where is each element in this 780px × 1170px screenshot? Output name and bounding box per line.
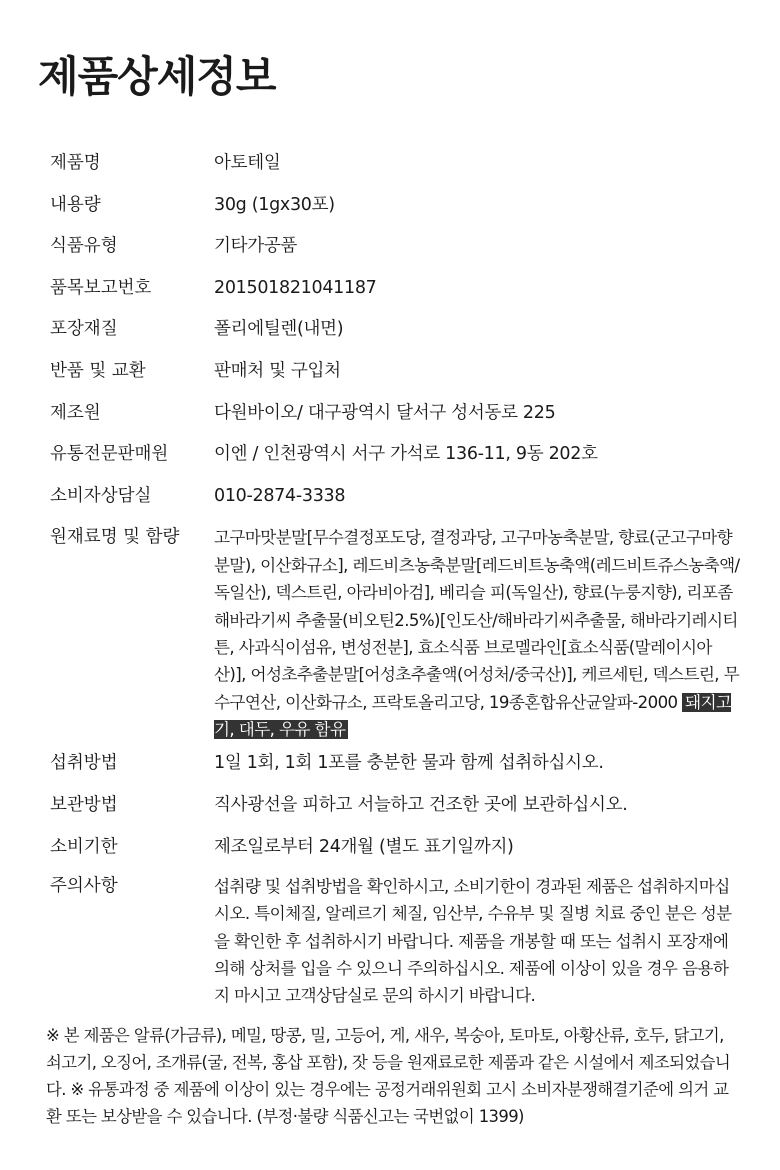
info-row-packaging (50, 314, 740, 356)
row-value: 다원바이오/ 대구광역시 달서구 성서동로 225 (214, 402, 556, 423)
row-label: 보관방법 (50, 794, 118, 815)
row-value: 아토테일 (214, 153, 281, 173)
info-table (50, 148, 740, 1009)
row-value: 판매처 및 구입처 (214, 360, 341, 381)
allergen-highlight: 돼지고기, 대두, 우유 함유 (214, 692, 732, 740)
row-label: 원재료명 및 함량 (50, 527, 180, 548)
row-value: 기타가공품 (214, 236, 298, 257)
info-row-report-number (50, 273, 740, 315)
info-row-product-name (50, 148, 740, 190)
row-value: 이엔 / 인천광역시 서구 가석로 136-11, 9동 202호 (214, 444, 598, 465)
row-value: 1일 1회, 1회 1포를 충분한 물과 함께 섭취하십시오. (214, 753, 604, 774)
row-value: 직사광선을 피하고 서늘하고 건조한 곳에 보관하십시오. (214, 794, 628, 815)
row-label: 식품유형 (50, 236, 118, 257)
row-value: 30g (1gx30포) (214, 194, 335, 215)
info-row-consumer-center (50, 481, 740, 523)
row-label: 제조원 (50, 402, 101, 423)
footnote: ※ 본 제품은 알류(가금류), 메밀, 땅콩, 밀, 고등어, 게, 새우, 복숭아, 토마토, 아황산류, 호두, 닭고기, 쇠고기, 오징어, 조개류(굴, 전복, 홍삽 포함), 잣 등을 원재료로한 제품과 같은 시설에서 제조되었습니다. ※ 유통과정 중 제품에 이상이 있는 경우에는 공정거래위원회 고시 소비자분쟁해결기준에 의거 교환 또는 보상받을 수 있습니다. (부정·불량 식품신고는 국번없이 1399) (46, 1026, 731, 1126)
row-label: 내용량 (50, 194, 101, 215)
row-label: 소비자상담실 (50, 485, 152, 506)
page-title: 제품상세정보 (38, 52, 276, 101)
info-row-caution (50, 873, 740, 1009)
info-row-return (50, 356, 740, 398)
ingredients-list: 고구마맛분말[무수결정포도당, 결정과당, 고구마농축분말, 향료(군고구마향분말), 이산화규소], 레드비츠농축분말[레드비트농축액(레드비트쥬스농축액/독일산), 덱스트린, 아라비아검], 베리슬 피(독일산), 향료(누룽지향), 리포좀 해바라기씨 추출물(비오틴2.5%)[인도산/해바라기씨추출물, 해바라기레시티튼, 사과식이섬유, 변성전분], 효소식품 브로멜라인[효소식품(말레이시아산)], 어성초추출분말[어성초추출액(어성처/중국산)], 케르세틴, 덱스트린, 무수구연산, 이산화규소, 프락토올리고당, 19종혼합유산균알파-2000 (214, 528, 740, 712)
info-row-storage (50, 790, 740, 832)
row-label: 주의사항 (50, 876, 118, 897)
row-label: 포장재질 (50, 319, 118, 340)
row-value: 폴리에틸렌(내면) (214, 319, 344, 340)
row-label: 소비기한 (50, 836, 118, 857)
caution-text: 섭취량 및 섭취방법을 확인하시고, 소비기한이 경과된 제품은 섭취하지마십시오. 특이체질, 알레르기 체질, 임산부, 수유부 및 질병 치료 중인 분은 성분을 확인한 후 섭취하시기 바랍니다. 제품을 개봉할 때 또는 섭취시 포장재에 의해 상처를 입을 수 있으니 주의하십시오. 제품에 이상이 있을 경우 음용하지 마시고 고객상담실로 문의 하시기 바랍니다. (214, 877, 732, 1005)
info-row-ingredients (50, 524, 740, 748)
row-label: 반품 및 교환 (50, 360, 146, 381)
info-row-distributor (50, 439, 740, 481)
row-label: 섭취방법 (50, 753, 118, 774)
info-row-volume (50, 190, 740, 232)
row-label: 품목보고번호 (50, 277, 152, 298)
row-label: 제품명 (50, 153, 101, 173)
row-value: 201501821041187 (214, 277, 377, 298)
row-value: 제조일로부터 24개월 (별도 표기일까지) (214, 836, 514, 857)
row-label: 유통전문판매원 (50, 444, 169, 465)
ingredients-text (214, 524, 740, 748)
info-row-intake-method (50, 748, 740, 790)
info-row-food-type (50, 231, 740, 273)
row-value: 010-2874-3338 (214, 485, 346, 506)
info-row-expiry (50, 832, 740, 874)
info-row-manufacturer (50, 398, 740, 440)
